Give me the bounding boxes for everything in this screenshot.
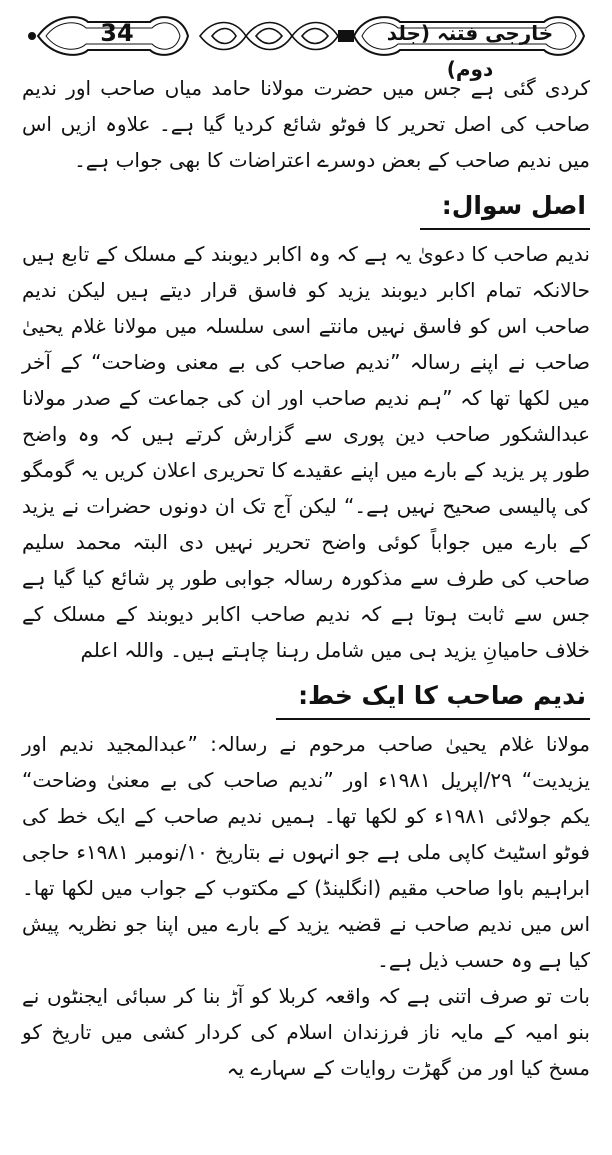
page-header [24,10,590,81]
intro-paragraph: کردی گئی ہے جس میں حضرت مولانا حامد میاں صاحب اور ندیم صاحب کی اصل تحریر کا فوٹو شائع کردیا گیا ہے۔ علاوہ ازیں اس میں ندیم صاحب کے بعض دوسرے اعتراضات کا بھی جواب ہے۔ [22,76,590,172]
body-paragraph: مولانا غلام یحییٰ صاحب مرحوم نے رسالہ: ”عبدالمجید ندیم اور یزیدیت“ ۲۹/اپریل ۱۹۸۱ء اور ”ندیم صاحب کی بے معنیٰ وضاحت“ یکم جولائی ۱۹۸۱ء کو لکھا تھا۔ ہمیں ندیم صاحب کے ایک خط کی فوٹو اسٹیٹ کاپی ملی ہے جو انہوں نے بتاریخ ۱۰/نومبر ۱۹۸۱ء حاجی ابراہیم باوا صاحب مقیم (انگلینڈ) کے مکتوب کے جواب میں لکھا تھا۔ اس میں ندیم صاحب نے قضیہ یزید کے بارے میں اپنا جو نظریہ پیش کیا ہے وہ حسب ذیل ہے۔ [22,732,590,972]
page-number: 34 [100,19,134,47]
page-body [22,70,590,1086]
body-paragraph: ندیم صاحب کا دعویٰ یہ ہے کہ وہ اکابر دیوبند کے مسلک کے تابع ہیں حالانکہ تمام اکابر دیوبند یزید کو فاسق قرار دیتے ہیں لیکن ندیم صاحب اس کو فاسق نہیں مانتے اسی سلسلہ میں مولانا غلام یحییٰ صاحب نے اپنے رسالہ ”ندیم صاحب کی بے معنی وضاحت“ کے آخر میں لکھا تھا کہ ”ہم ندیم صاحب اور ان کی جماعت کے صدر مولانا عبدالشکور صاحب دین پوری سے گزارش کرتے ہیں کہ وہ واضح طور پر یزید کے بارے میں اپنے عقیدے کا تحریری اعلان کریں یہ گومگو کی پالیسی صحیح نہیں ہے۔“ لیکن آج تک ان دونوں حضرات نے یزید کے بارے میں جواباً کوئی واضح تحریر نہیں دی البتہ محمد سلیم صاحب کی طرف سے مذکورہ رسالہ جوابی طور پر شائع کیا گیا ہے جس سے ثابت ہوتا ہے کہ ندیم صاحب اکابر دیوبند کے مسلک کے خلاف حامیانِ یزید ہی میں شامل رہنا چاہتے ہیں۔ واللہ اعلم [22,242,590,662]
body-paragraph: بات تو صرف اتنی ہے کہ واقعہ کربلا کو آڑ بنا کر سبائی ایجنٹوں نے بنو امیہ کے مایہ ناز فرزندان اسلام کی کردار کشی میں تاریخ کو مسخ کیا اور من گھڑت روایات کے سہارے یہ [22,984,590,1080]
section-heading-original-question [22,186,590,230]
section-heading-text: اصل سوال: [420,186,590,230]
book-title: خارجی فتنہ (جلد دوم) [386,21,554,81]
section-heading-text: ندیم صاحب کا ایک خط: [276,676,590,720]
section-heading-nadeem-letter [22,676,590,720]
